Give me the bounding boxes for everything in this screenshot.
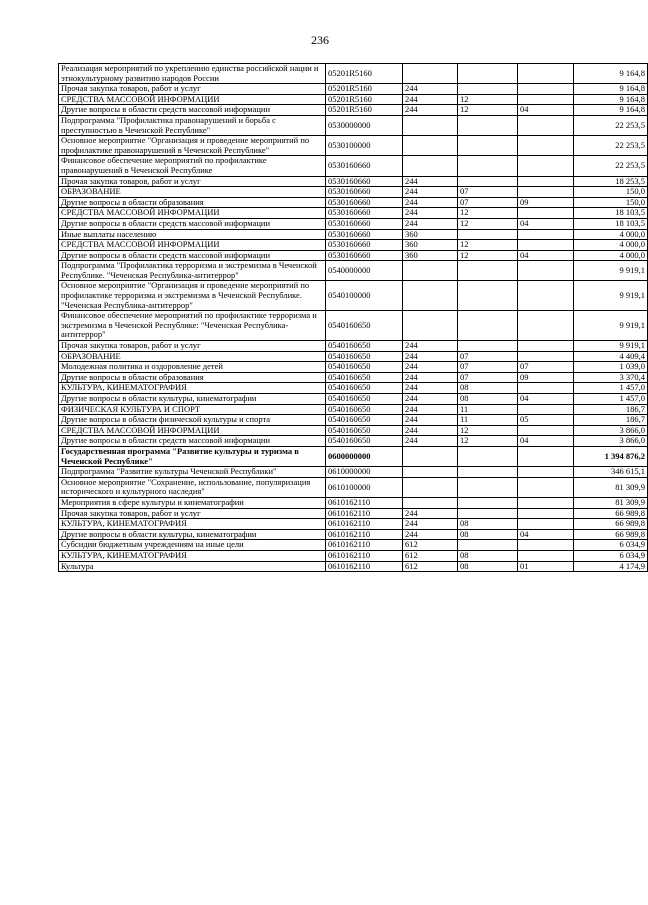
row-rz-cell: 08 <box>458 383 518 394</box>
row-csr-cell: 05201R5160 <box>326 64 403 84</box>
row-csr-cell: 0530160660 <box>326 156 403 176</box>
row-name-cell: Прочая закупка товаров, работ и услуг <box>59 341 326 352</box>
row-sum-cell: 9 919,1 <box>574 281 648 311</box>
table-row <box>59 261 648 281</box>
row-rz-cell: 08 <box>458 561 518 572</box>
row-vr-cell: 244 <box>403 404 458 415</box>
row-vr-cell: 244 <box>403 84 458 95</box>
row-rz-cell: 08 <box>458 519 518 530</box>
row-name-cell: Основное мероприятие "Сохранение, использование, популяризация исторического и культурного наследия" <box>59 477 326 497</box>
row-rz-cell: 12 <box>458 105 518 116</box>
row-rz-cell <box>458 508 518 519</box>
row-csr-cell: 0610000000 <box>326 467 403 478</box>
row-sum-cell: 22 253,5 <box>574 156 648 176</box>
row-csr-cell: 0610100000 <box>326 477 403 497</box>
row-sum-cell: 18 103,5 <box>574 208 648 219</box>
row-pr-cell <box>518 351 574 362</box>
row-pr-cell <box>518 519 574 530</box>
table-row <box>59 508 648 519</box>
table-row <box>59 362 648 373</box>
row-vr-cell: 244 <box>403 383 458 394</box>
table-row <box>59 467 648 478</box>
row-rz-cell <box>458 341 518 352</box>
row-pr-cell <box>518 508 574 519</box>
row-name-cell: Прочая закупка товаров, работ и услуг <box>59 84 326 95</box>
row-sum-cell: 22 253,5 <box>574 115 648 135</box>
row-vr-cell: 244 <box>403 94 458 105</box>
row-name-cell: Прочая закупка товаров, работ и услуг <box>59 508 326 519</box>
row-rz-cell <box>458 446 518 466</box>
row-csr-cell: 0540160650 <box>326 311 403 341</box>
row-sum-cell: 3 370,4 <box>574 372 648 383</box>
row-name-cell: Мероприятия в сфере культуры и кинематографии <box>59 497 326 508</box>
row-csr-cell: 0540100000 <box>326 281 403 311</box>
row-rz-cell <box>458 84 518 95</box>
table-row <box>59 105 648 116</box>
row-name-cell: Прочая закупка товаров, работ и услуг <box>59 176 326 187</box>
row-rz-cell <box>458 540 518 551</box>
table-row <box>59 351 648 362</box>
row-sum-cell: 9 164,8 <box>574 64 648 84</box>
row-csr-cell: 0540160650 <box>326 436 403 447</box>
row-csr-cell: 0540160650 <box>326 341 403 352</box>
row-name-cell: Другие вопросы в области культуры, кинематографии <box>59 529 326 540</box>
row-pr-cell <box>518 84 574 95</box>
row-rz-cell: 07 <box>458 372 518 383</box>
row-sum-cell: 4 000,0 <box>574 250 648 261</box>
row-name-cell: Другие вопросы в области средств массовой информации <box>59 250 326 261</box>
table-row <box>59 240 648 251</box>
row-sum-cell: 9 164,8 <box>574 84 648 95</box>
table-row <box>59 550 648 561</box>
row-vr-cell: 244 <box>403 529 458 540</box>
row-csr-cell: 0540160650 <box>326 394 403 405</box>
row-sum-cell: 150,0 <box>574 187 648 198</box>
row-rz-cell: 08 <box>458 529 518 540</box>
row-rz-cell <box>458 261 518 281</box>
row-rz-cell: 12 <box>458 250 518 261</box>
row-vr-cell <box>403 115 458 135</box>
row-vr-cell <box>403 156 458 176</box>
table-row <box>59 64 648 84</box>
row-sum-cell: 81 309,9 <box>574 477 648 497</box>
row-sum-cell: 66 989,8 <box>574 508 648 519</box>
row-vr-cell: 244 <box>403 187 458 198</box>
row-rz-cell: 07 <box>458 362 518 373</box>
row-pr-cell: 04 <box>518 436 574 447</box>
row-vr-cell: 244 <box>403 425 458 436</box>
table-row <box>59 197 648 208</box>
row-rz-cell <box>458 281 518 311</box>
row-sum-cell: 18 103,5 <box>574 218 648 229</box>
row-sum-cell: 6 034,9 <box>574 550 648 561</box>
row-rz-cell: 12 <box>458 208 518 219</box>
row-pr-cell: 04 <box>518 529 574 540</box>
row-rz-cell: 07 <box>458 187 518 198</box>
row-pr-cell <box>518 156 574 176</box>
row-rz-cell: 08 <box>458 394 518 405</box>
row-sum-cell: 1 457,0 <box>574 394 648 405</box>
row-vr-cell: 244 <box>403 105 458 116</box>
row-vr-cell: 244 <box>403 351 458 362</box>
row-pr-cell <box>518 425 574 436</box>
row-rz-cell: 11 <box>458 415 518 426</box>
row-sum-cell: 66 989,8 <box>574 519 648 530</box>
row-pr-cell <box>518 261 574 281</box>
row-name-cell: Государственная программа "Развитие культуры и туризма в Чеченской Республике" <box>59 446 326 466</box>
row-csr-cell: 0530160660 <box>326 208 403 219</box>
row-csr-cell: 0540160650 <box>326 425 403 436</box>
row-rz-cell: 07 <box>458 197 518 208</box>
row-vr-cell <box>403 467 458 478</box>
row-csr-cell: 0540160650 <box>326 351 403 362</box>
row-pr-cell: 01 <box>518 561 574 572</box>
row-sum-cell: 9 919,1 <box>574 311 648 341</box>
row-csr-cell: 0610162110 <box>326 529 403 540</box>
table-row <box>59 176 648 187</box>
row-rz-cell <box>458 64 518 84</box>
row-name-cell: СРЕДСТВА МАССОВОЙ ИНФОРМАЦИИ <box>59 425 326 436</box>
row-pr-cell <box>518 94 574 105</box>
row-rz-cell <box>458 156 518 176</box>
row-pr-cell <box>518 176 574 187</box>
row-name-cell: Подпрограмма "Профилактика терроризма и экстремизма в Чеченской Республике. "Чеченская Республика-антитеррор" <box>59 261 326 281</box>
row-name-cell: Другие вопросы в области культуры, кинематографии <box>59 394 326 405</box>
table-row <box>59 229 648 240</box>
row-vr-cell: 244 <box>403 519 458 530</box>
row-csr-cell: 0530160660 <box>326 176 403 187</box>
row-sum-cell: 9 919,1 <box>574 341 648 352</box>
row-sum-cell: 18 253,5 <box>574 176 648 187</box>
row-sum-cell: 1 394 876,2 <box>574 446 648 466</box>
row-pr-cell: 04 <box>518 250 574 261</box>
row-sum-cell: 9 164,8 <box>574 105 648 116</box>
row-sum-cell: 4 174,9 <box>574 561 648 572</box>
row-pr-cell <box>518 208 574 219</box>
row-vr-cell: 612 <box>403 540 458 551</box>
row-name-cell: Другие вопросы в области образования <box>59 197 326 208</box>
table-row <box>59 446 648 466</box>
table-row <box>59 404 648 415</box>
row-name-cell: Подпрограмма "Развитие культуры Чеченской Республики" <box>59 467 326 478</box>
budget-table <box>58 63 648 572</box>
row-sum-cell: 66 989,8 <box>574 529 648 540</box>
row-rz-cell <box>458 136 518 156</box>
row-vr-cell: 244 <box>403 362 458 373</box>
table-row <box>59 436 648 447</box>
row-csr-cell: 0540000000 <box>326 261 403 281</box>
row-pr-cell <box>518 341 574 352</box>
row-rz-cell: 12 <box>458 218 518 229</box>
row-name-cell: СРЕДСТВА МАССОВОЙ ИНФОРМАЦИИ <box>59 240 326 251</box>
table-row <box>59 115 648 135</box>
row-rz-cell <box>458 477 518 497</box>
row-vr-cell: 244 <box>403 394 458 405</box>
row-name-cell: ОБРАЗОВАНИЕ <box>59 187 326 198</box>
row-pr-cell <box>518 187 574 198</box>
row-csr-cell: 0530160660 <box>326 197 403 208</box>
row-vr-cell: 244 <box>403 218 458 229</box>
row-pr-cell <box>518 240 574 251</box>
table-row <box>59 94 648 105</box>
row-sum-cell: 346 615,1 <box>574 467 648 478</box>
row-csr-cell: 0610162110 <box>326 550 403 561</box>
row-name-cell: ОБРАЗОВАНИЕ <box>59 351 326 362</box>
row-rz-cell: 08 <box>458 550 518 561</box>
row-pr-cell <box>518 477 574 497</box>
table-row <box>59 497 648 508</box>
row-pr-cell <box>518 229 574 240</box>
row-pr-cell <box>518 550 574 561</box>
row-sum-cell: 1 039,0 <box>574 362 648 373</box>
row-name-cell: СРЕДСТВА МАССОВОЙ ИНФОРМАЦИИ <box>59 94 326 105</box>
page-number: 236 <box>311 33 329 47</box>
row-csr-cell: 0610162110 <box>326 508 403 519</box>
row-rz-cell <box>458 311 518 341</box>
row-csr-cell: 0540160650 <box>326 362 403 373</box>
row-vr-cell: 612 <box>403 550 458 561</box>
row-csr-cell: 0530160660 <box>326 229 403 240</box>
row-rz-cell: 07 <box>458 351 518 362</box>
row-rz-cell <box>458 229 518 240</box>
row-pr-cell <box>518 281 574 311</box>
table-row <box>59 425 648 436</box>
row-rz-cell: 12 <box>458 240 518 251</box>
row-csr-cell: 0610162110 <box>326 497 403 508</box>
table-row <box>59 519 648 530</box>
row-vr-cell: 244 <box>403 372 458 383</box>
row-rz-cell: 12 <box>458 436 518 447</box>
table-row <box>59 136 648 156</box>
row-vr-cell <box>403 497 458 508</box>
row-vr-cell <box>403 136 458 156</box>
row-sum-cell: 81 309,9 <box>574 497 648 508</box>
table-row <box>59 187 648 198</box>
row-vr-cell: 244 <box>403 176 458 187</box>
row-pr-cell <box>518 311 574 341</box>
row-pr-cell <box>518 497 574 508</box>
row-csr-cell: 0530160660 <box>326 218 403 229</box>
row-name-cell: Финансовое обеспечение мероприятий по профилактике правонарушений в Чеченской Республике <box>59 156 326 176</box>
row-vr-cell: 360 <box>403 229 458 240</box>
row-pr-cell <box>518 540 574 551</box>
row-sum-cell: 9 919,1 <box>574 261 648 281</box>
table-row <box>59 208 648 219</box>
row-csr-cell: 0530160660 <box>326 240 403 251</box>
row-csr-cell: 05201R5160 <box>326 94 403 105</box>
row-csr-cell: 0530000000 <box>326 115 403 135</box>
row-vr-cell: 244 <box>403 436 458 447</box>
row-vr-cell <box>403 261 458 281</box>
row-csr-cell: 0530100000 <box>326 136 403 156</box>
row-name-cell: Реализация мероприятий по укреплению единства российской нации и этнокультурному развитию народов России <box>59 64 326 84</box>
row-sum-cell: 3 866,0 <box>574 436 648 447</box>
row-pr-cell: 04 <box>518 218 574 229</box>
row-vr-cell: 612 <box>403 561 458 572</box>
row-pr-cell <box>518 446 574 466</box>
table-row <box>59 529 648 540</box>
row-vr-cell: 360 <box>403 250 458 261</box>
budget-table-body <box>59 64 648 572</box>
row-sum-cell: 22 253,5 <box>574 136 648 156</box>
row-vr-cell: 244 <box>403 341 458 352</box>
row-sum-cell: 186,7 <box>574 404 648 415</box>
table-row <box>59 156 648 176</box>
row-name-cell: СРЕДСТВА МАССОВОЙ ИНФОРМАЦИИ <box>59 208 326 219</box>
row-csr-cell: 0540160650 <box>326 404 403 415</box>
row-name-cell: Культура <box>59 561 326 572</box>
row-pr-cell: 04 <box>518 105 574 116</box>
row-vr-cell <box>403 311 458 341</box>
row-csr-cell: 05201R5160 <box>326 84 403 95</box>
row-vr-cell <box>403 64 458 84</box>
row-rz-cell: 12 <box>458 425 518 436</box>
row-name-cell: Другие вопросы в области физической культуры и спорта <box>59 415 326 426</box>
row-name-cell: Финансовое обеспечение мероприятий по профилактике терроризма и экстремизма в Чеченской Республике: "Чеченская Республика-антитеррор" <box>59 311 326 341</box>
row-rz-cell <box>458 497 518 508</box>
row-name-cell: Иные выплаты населению <box>59 229 326 240</box>
table-row <box>59 281 648 311</box>
row-name-cell: Другие вопросы в области средств массовой информации <box>59 105 326 116</box>
row-pr-cell <box>518 115 574 135</box>
row-sum-cell: 1 457,0 <box>574 383 648 394</box>
table-row <box>59 311 648 341</box>
row-rz-cell <box>458 467 518 478</box>
table-row <box>59 218 648 229</box>
row-sum-cell: 150,0 <box>574 197 648 208</box>
table-row <box>59 561 648 572</box>
row-vr-cell: 244 <box>403 508 458 519</box>
row-sum-cell: 4 000,0 <box>574 240 648 251</box>
row-sum-cell: 3 866,0 <box>574 425 648 436</box>
table-row <box>59 341 648 352</box>
row-rz-cell: 11 <box>458 404 518 415</box>
row-csr-cell: 0540160650 <box>326 372 403 383</box>
row-csr-cell: 0540160650 <box>326 415 403 426</box>
row-csr-cell: 0610162110 <box>326 561 403 572</box>
row-sum-cell: 4 409,4 <box>574 351 648 362</box>
table-row <box>59 383 648 394</box>
row-name-cell: ФИЗИЧЕСКАЯ КУЛЬТУРА И СПОРТ <box>59 404 326 415</box>
row-name-cell: Другие вопросы в области образования <box>59 372 326 383</box>
table-row <box>59 540 648 551</box>
row-pr-cell <box>518 404 574 415</box>
row-vr-cell <box>403 446 458 466</box>
row-csr-cell: 0530160660 <box>326 187 403 198</box>
row-pr-cell <box>518 64 574 84</box>
row-vr-cell: 244 <box>403 208 458 219</box>
row-csr-cell: 0600000000 <box>326 446 403 466</box>
row-name-cell: Молодежная политика и оздоровление детей <box>59 362 326 373</box>
row-pr-cell: 09 <box>518 372 574 383</box>
row-sum-cell: 6 034,9 <box>574 540 648 551</box>
row-name-cell: КУЛЬТУРА, КИНЕМАТОГРАФИЯ <box>59 519 326 530</box>
row-vr-cell: 244 <box>403 415 458 426</box>
row-name-cell: Субсидии бюджетным учреждениям на иные цели <box>59 540 326 551</box>
row-name-cell: Другие вопросы в области средств массовой информации <box>59 436 326 447</box>
row-csr-cell: 0610162110 <box>326 519 403 530</box>
row-csr-cell: 05201R5160 <box>326 105 403 116</box>
table-row <box>59 250 648 261</box>
row-vr-cell: 244 <box>403 197 458 208</box>
row-name-cell: Основное мероприятие "Организация и проведение мероприятий по профилактике терроризма и экстремизма в Чеченской Республике. "Чеченская Республика-антитеррор" <box>59 281 326 311</box>
row-pr-cell: 04 <box>518 394 574 405</box>
row-vr-cell: 360 <box>403 240 458 251</box>
table-row <box>59 84 648 95</box>
row-name-cell: КУЛЬТУРА, КИНЕМАТОГРАФИЯ <box>59 550 326 561</box>
row-rz-cell <box>458 176 518 187</box>
row-vr-cell <box>403 477 458 497</box>
row-name-cell: КУЛЬТУРА, КИНЕМАТОГРАФИЯ <box>59 383 326 394</box>
table-row <box>59 477 648 497</box>
table-row <box>59 372 648 383</box>
row-csr-cell: 0530160660 <box>326 250 403 261</box>
row-name-cell: Другие вопросы в области средств массовой информации <box>59 218 326 229</box>
row-rz-cell: 12 <box>458 94 518 105</box>
row-pr-cell <box>518 383 574 394</box>
row-pr-cell <box>518 467 574 478</box>
row-sum-cell: 9 164,8 <box>574 94 648 105</box>
row-csr-cell: 0540160650 <box>326 383 403 394</box>
row-name-cell: Подпрограмма "Профилактика правонарушений и борьба с преступностью в Чеченской Республике" <box>59 115 326 135</box>
table-row <box>59 394 648 405</box>
row-vr-cell <box>403 281 458 311</box>
row-pr-cell: 07 <box>518 362 574 373</box>
table-row <box>59 415 648 426</box>
row-pr-cell: 09 <box>518 197 574 208</box>
row-pr-cell: 05 <box>518 415 574 426</box>
row-rz-cell <box>458 115 518 135</box>
row-csr-cell: 0610162110 <box>326 540 403 551</box>
row-sum-cell: 186,7 <box>574 415 648 426</box>
row-pr-cell <box>518 136 574 156</box>
row-sum-cell: 4 000,0 <box>574 229 648 240</box>
row-name-cell: Основное мероприятие "Организация и проведение мероприятий по профилактике правонарушений в Чеченской Республике" <box>59 136 326 156</box>
